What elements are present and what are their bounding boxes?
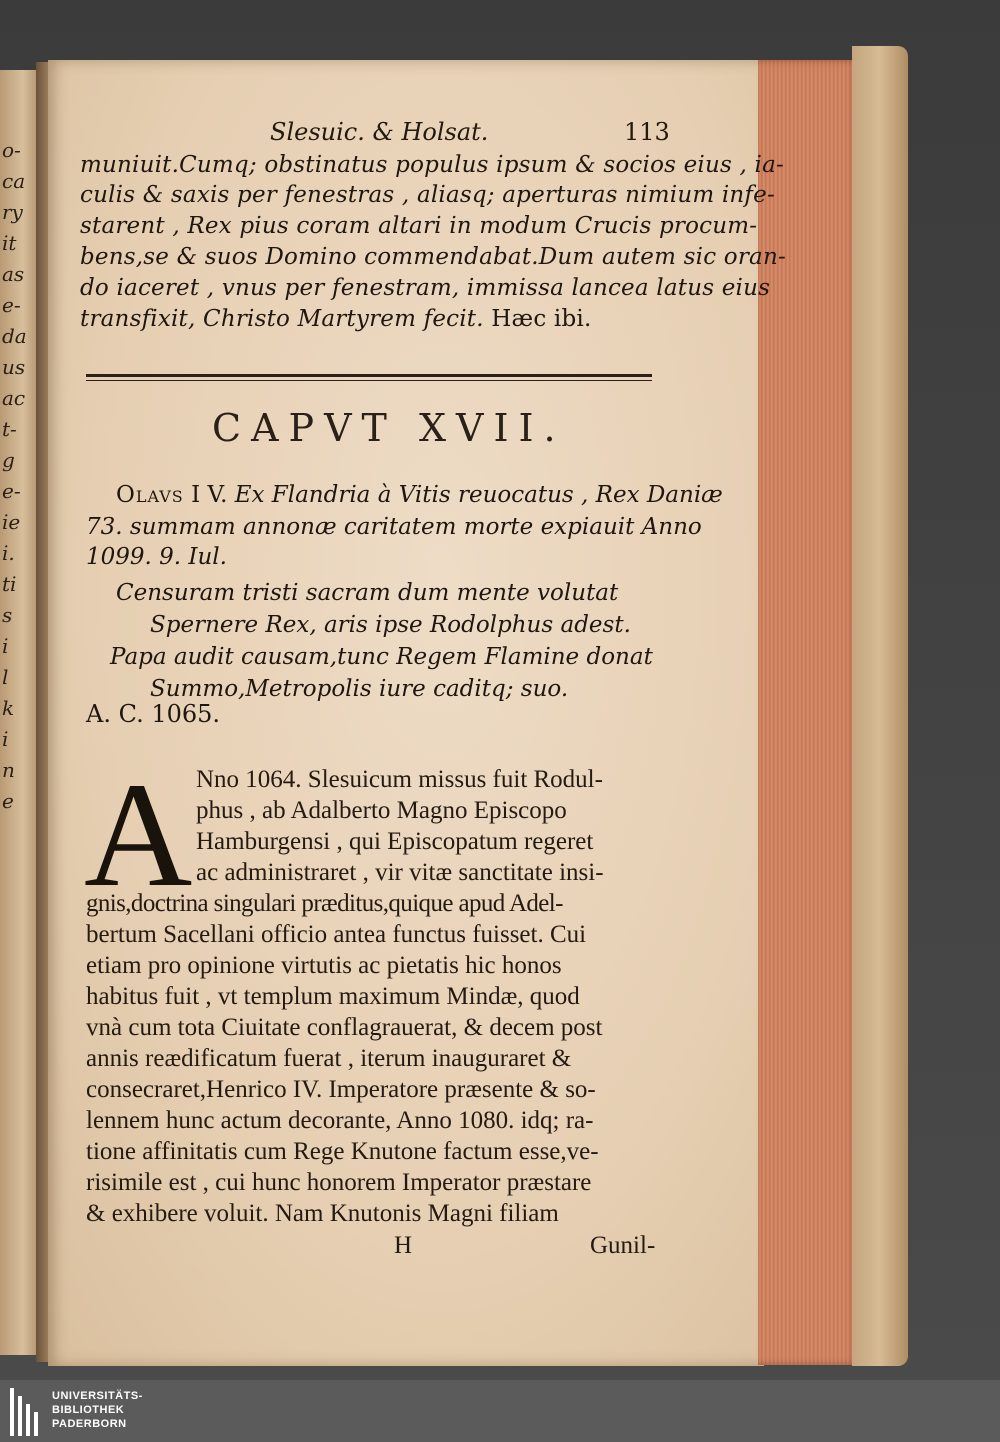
left-page-fragment: i (2, 727, 9, 751)
summary-italic: Ex Flandria à Vitis reuocatus , Rex Daniæ (234, 482, 723, 508)
chapter-title: CAPVT XVII. (212, 406, 566, 450)
text-line: do iaceret , vnus per fenestram, immissa lancea latus eius (80, 275, 771, 301)
summary-name: Olavs (116, 482, 184, 508)
left-page-fragment: o- (2, 138, 21, 162)
text-line (80, 306, 591, 332)
left-page-fragment: e- (2, 479, 21, 503)
left-page-fragment: ti (2, 572, 17, 596)
body-line: habitus fuit , vt templum maximum Mindæ, quod (86, 983, 580, 1010)
body-line: bertum Sacellani officio antea functus fuisset. Cui (86, 921, 587, 948)
signature-mark: H (394, 1232, 413, 1259)
running-title: Slesuic. & Holsat. (270, 118, 489, 146)
left-page-fragment: da (2, 324, 27, 348)
left-page-fragment: e- (2, 293, 21, 317)
left-page-fragment: s (2, 603, 13, 627)
text-line: culis & saxis per fenestras , aliasq; aperturas nimium infe- (80, 182, 775, 208)
verse-line: Censuram tristi sacram dum mente volutat (116, 580, 619, 606)
left-page-fragment: us (2, 355, 26, 379)
footer-bar (0, 1380, 1000, 1442)
page-number: 113 (624, 118, 670, 146)
text-line: bens,se & suos Domino commendabat.Dum autem sic oran- (80, 244, 786, 270)
left-page-fragment: e (2, 789, 14, 813)
body-line: etiam pro opinione virtutis ac pietatis hic honos (86, 952, 562, 979)
summary-line (86, 514, 702, 540)
left-page-fragment: k (2, 696, 15, 720)
body-line: risimile est , cui hunc honorem Imperator præstare (86, 1169, 592, 1196)
left-page-fragment: t- (2, 417, 17, 441)
left-page-fragment: n (2, 758, 15, 782)
divider-rule-thin (86, 380, 652, 381)
body-line: Hamburgensi , qui Episcopatum regeret (196, 828, 594, 855)
left-page-fragment: i. (2, 541, 15, 565)
verse-line: Spernere Rex, aris ipse Rodolphus adest. (150, 612, 631, 638)
left-page-fragment: as (2, 262, 25, 286)
left-page-fragment: ry (2, 200, 23, 224)
body-line: consecraret,Henrico IV. Imperatore præsente & so- (86, 1076, 596, 1103)
body-line: ac administraret , vir vitæ sanctitate insi- (196, 859, 604, 886)
summary-text: 1099. 9. Iul. (86, 544, 227, 570)
summary-line (86, 544, 227, 570)
drop-cap: A (84, 752, 193, 918)
left-page-fragment: ca (2, 169, 26, 193)
left-page-fragment: l (2, 665, 9, 689)
text-line: starent , Rex pius coram altari in modum Crucis procum- (80, 213, 758, 239)
left-page-fragment: ac (2, 386, 26, 410)
body-line: gnis,doctrina singulari præditus,quique apud Adel- (86, 890, 563, 917)
left-page-fragment: g (2, 448, 15, 472)
book-cover-edge (852, 46, 908, 1366)
text-line-italic: transfixit, Christo Martyrem fecit. (80, 306, 484, 332)
left-page-fragment: it (2, 231, 17, 255)
catchword: Gunil- (590, 1232, 656, 1259)
verse-line: Summo,Metropolis iure caditq; suo. (150, 676, 569, 702)
summary-text: 73. summam annonæ caritatem morte expiauit Anno (86, 514, 702, 540)
text-line-end: Hæc ibi. (491, 306, 592, 332)
logo-text-line: PADERBORN (52, 1418, 127, 1430)
body-line: tione affinitatis cum Rege Knutone factum esse,ve- (86, 1138, 599, 1165)
left-page-fragment: ie (2, 510, 21, 534)
text-line: muniuit.Cumq; obstinatus populus ipsum & socios eius , ia- (80, 152, 784, 178)
verse-line: Papa audit causam,tunc Regem Flamine donat (110, 644, 653, 670)
body-line: phus , ab Adalberto Magno Episcopo (196, 797, 567, 824)
body-line: annis reædificatum fuerat , iterum inauguraret & (86, 1045, 572, 1072)
library-logo-icon (10, 1388, 44, 1436)
body-line: vnà cum tota Ciuitate conflagrauerat, & decem post (86, 1014, 603, 1041)
body-line: lennem hunc actum decorante, Anno 1080. idq; ra- (86, 1107, 594, 1134)
logo-text-line: BIBLIOTHEK (52, 1404, 125, 1416)
body-line: Nno 1064. Slesuicum missus fuit Rodul- (196, 766, 603, 793)
left-facing-page (0, 70, 38, 1355)
body-line: & exhibere voluit. Nam Knutonis Magni filiam (86, 1200, 559, 1227)
summary-numeral: I V. (183, 482, 235, 508)
margin-date: A. C. 1065. (86, 700, 221, 728)
summary-line (116, 482, 723, 508)
left-page-fragment: i (2, 634, 9, 658)
divider-rule (86, 374, 652, 377)
logo-text-line: UNIVERSITÄTS- (52, 1390, 143, 1402)
